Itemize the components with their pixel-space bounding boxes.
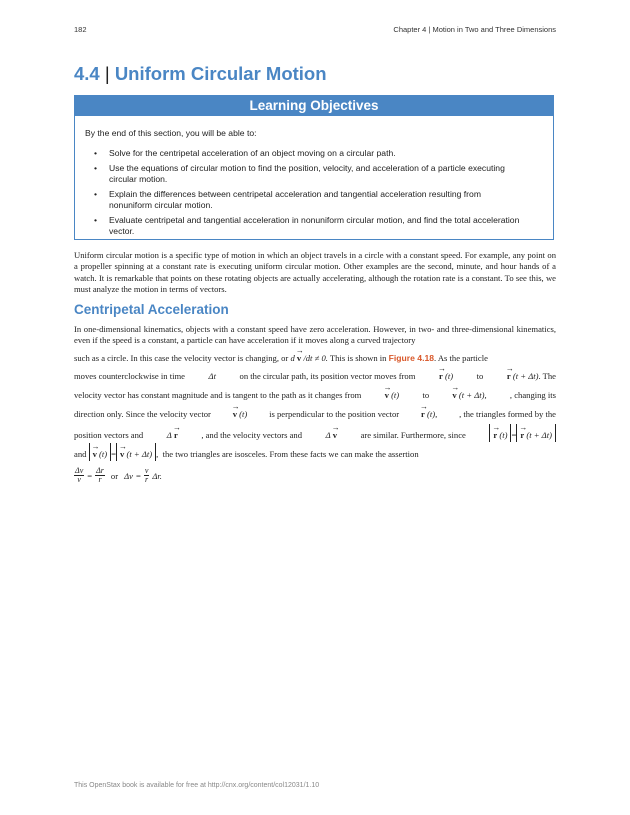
math-delta: Δ (166, 430, 172, 440)
body-text: This is shown in (329, 353, 387, 363)
math-arg: (t) (239, 409, 248, 419)
page-number: 182 (74, 25, 87, 34)
math-arg: (t + Δt) (126, 449, 153, 459)
footer-note: This OpenStax book is available for free at http://cnx.org/content/col12031/1.10 (74, 782, 320, 789)
math-arg: (t) (444, 371, 454, 381)
position-vector: → r (439, 367, 443, 381)
position-vector: → r (507, 367, 511, 381)
math-delta-t: Δt (208, 371, 216, 381)
math-arg: (t), (426, 409, 438, 419)
velocity-vector: → v (233, 405, 237, 419)
body-text: to (422, 390, 430, 400)
body-line-c (74, 367, 556, 381)
body-text: . As the particle (434, 353, 488, 363)
math-equals: = (511, 430, 517, 440)
body-text: and (74, 449, 87, 459)
velocity-vector: → v (452, 386, 456, 400)
velocity-vector: → v (385, 386, 389, 400)
body-text: the two triangles are isosceles. From these facts we can make the assertion (162, 449, 419, 459)
body-text: position vectors and (74, 430, 144, 440)
objective-item: • Explain the differences between centripetal acceleration and tangential acceleration resulting from nonuniform circular motion. (94, 189, 524, 211)
body-text: to (476, 371, 484, 381)
velocity-vector: → v (333, 426, 337, 440)
body-line-e (74, 405, 556, 419)
velocity-vector: → v (120, 443, 124, 461)
magnitude (89, 443, 112, 461)
fraction-numerator: v (144, 466, 149, 475)
math-d: d (290, 353, 295, 363)
math-arg: (t) (499, 430, 508, 440)
math-arg: (t) (99, 449, 108, 459)
body-text: . The (538, 371, 556, 381)
math-dt-nonzero: /dt ≠ 0. (303, 353, 328, 363)
body-text: , the triangles formed by the (459, 409, 556, 419)
velocity-vector: → v (93, 443, 97, 461)
position-vector: → r (421, 405, 425, 419)
fraction (144, 467, 150, 484)
chapter-header: Chapter 4 | Motion in Two and Three Dimensions (393, 25, 556, 34)
fraction-denominator: r (145, 475, 149, 484)
learning-objectives-list (94, 148, 524, 241)
body-text: velocity vector has constant magnitude and is tangent to the path as it changes from (74, 390, 362, 400)
math-equals: = (111, 449, 117, 459)
body-text: , and the velocity vectors and (201, 430, 303, 440)
math-arg: (t + Δt), (458, 390, 487, 400)
body-text: or (110, 470, 119, 481)
section-name: Uniform Circular Motion (114, 63, 327, 84)
fraction-numerator: Δv (75, 466, 84, 475)
body-text: are similar. Furthermore, since (360, 430, 466, 440)
objective-item: • Evaluate centripetal and tangential acceleration in nonuniform circular motion, and find the total acceleration vector. (94, 215, 524, 237)
section-number: 4.4 (74, 63, 100, 84)
magnitude (516, 424, 556, 442)
velocity-vector: → v (297, 349, 301, 363)
fraction (74, 467, 84, 484)
position-vector: → r (174, 426, 178, 440)
body-text: direction only. Since the velocity vector (74, 409, 211, 419)
body-text: such as a circle. In this case the velocity vector is changing, or (74, 353, 289, 363)
math-equals: = (135, 470, 141, 481)
fraction-denominator: v (77, 475, 81, 484)
intro-paragraph: Uniform circular motion is a specific type of motion in which an object travels in a circle with a constant speed. For example, any point on a propeller spinning at a constant rate is executing uniform circular motion. Other examples are the second, minute, and hour hands of a watch. It is remarkable that points on these rotating objects are actually accelerating, although the rotation rate is a constant. To see this, we must analyze the motion in terms of vectors. (74, 250, 556, 295)
math-delta-v: Δv (124, 470, 133, 481)
objective-item: • Use the equations of circular motion to find the position, velocity, and acceleration of a particle executing circular motion. (94, 163, 524, 185)
fraction-numerator: Δr (96, 466, 104, 475)
math-arg: (t + Δt) (526, 430, 552, 440)
learning-objectives-heading: Learning Objectives (75, 96, 553, 116)
subsection-title: Centripetal Acceleration (74, 302, 229, 317)
body-text: , changing its (509, 390, 556, 400)
similarity-formula (74, 467, 162, 484)
body-text: moves counterclockwise in time (74, 371, 185, 381)
learning-objectives-box (74, 95, 554, 240)
body-text-a: In one-dimensional kinematics, objects with a constant speed have zero acceleration. However, in two- and three-dimensional kinematics, even if the speed is a constant, a particle can have acceleration if it moves along a curved trajectory (74, 324, 556, 346)
math-delta-r: Δr. (152, 470, 162, 481)
body-text: is perpendicular to the position vector (269, 409, 400, 419)
position-vector: → r (520, 424, 524, 442)
body-text: on the circular path, its position vector moves from (239, 371, 416, 381)
fraction-denominator: r (98, 475, 102, 484)
figure-link[interactable]: Figure 4.18 (388, 353, 435, 363)
magnitude (489, 424, 511, 442)
section-separator: | (104, 63, 110, 84)
body-line-g (74, 443, 556, 461)
math-equals: = (87, 470, 93, 481)
fraction (95, 467, 105, 484)
objective-item: • Solve for the centripetal acceleration of an object moving on a circular path. (94, 148, 524, 159)
magnitude (116, 443, 159, 461)
math-arg: (t) (391, 390, 400, 400)
math-arg: (t + Δt) (512, 371, 539, 381)
body-line-f (74, 424, 556, 442)
math-delta: Δ (325, 430, 331, 440)
body-line-d (74, 386, 556, 400)
learning-objectives-intro: By the end of this section, you will be able to: (85, 128, 257, 138)
position-vector: → r (493, 424, 497, 442)
body-line-b (74, 349, 556, 363)
math-comma: , (156, 449, 159, 459)
section-title (74, 63, 327, 85)
